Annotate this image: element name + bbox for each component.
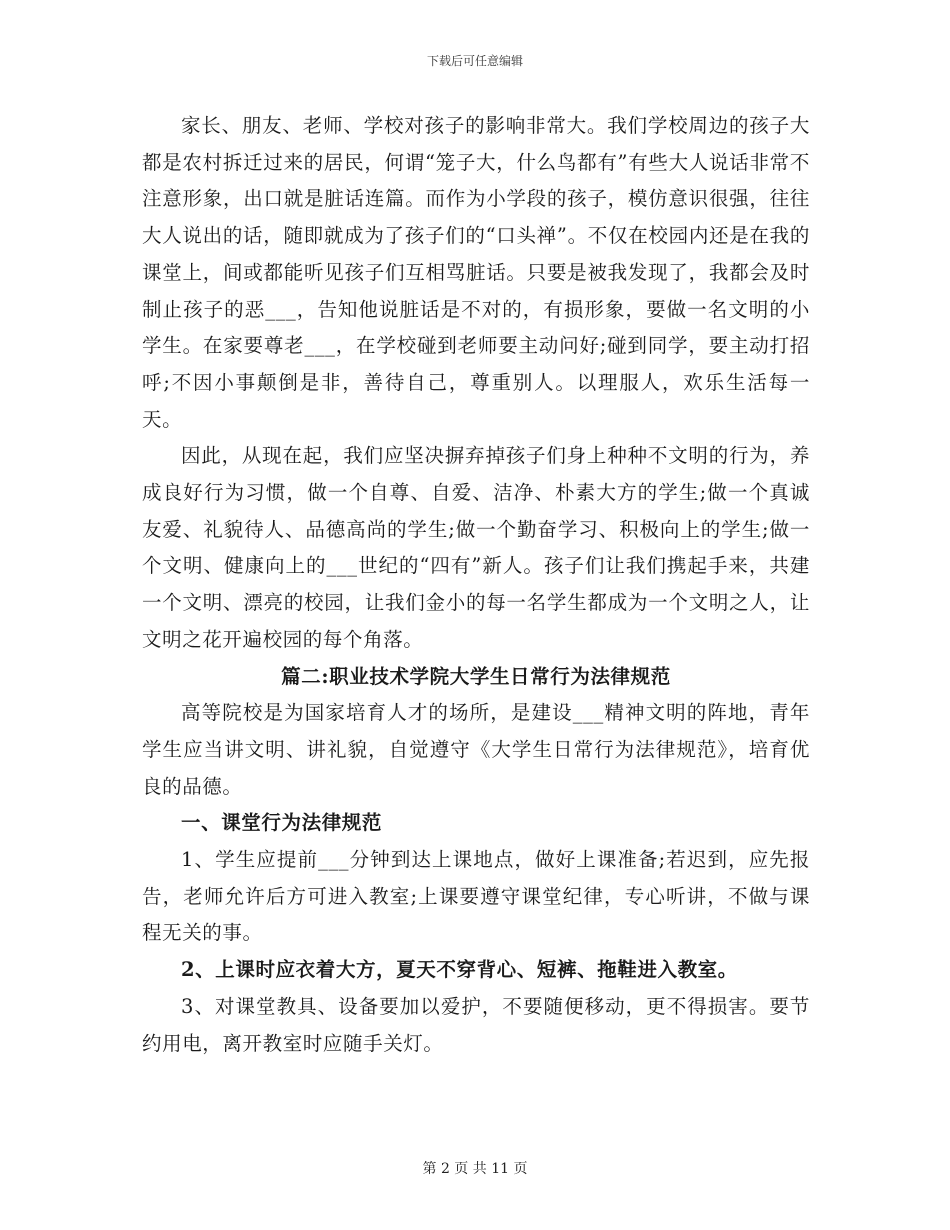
list-item-3: 3、对课堂教具、设备要加以爱护，不要随便移动，更不得损害。要节约用电，离开教室时应随手关灯。: [142, 994, 810, 1055]
sub-heading: 一、课堂行为法律规范: [181, 811, 383, 835]
list-item-1: 1、学生应提前___分钟到达上课地点，做好上课准备;若迟到，应先报告，老师允许后方可进入教室;上课要遵守课堂纪律，专心听讲，不做与课程无关的事。: [142, 848, 810, 945]
section-title: 篇二:职业技术学院大学生日常行为法律规范: [281, 664, 671, 688]
document-body: [142, 108, 810, 1062]
page-header: 下载后可任意编辑: [426, 54, 523, 68]
paragraph-1: 家长、朋友、老师、学校对孩子的影响非常大。我们学校周边的孩子大都是农村拆迁过来的居民，何谓“笼子大，什么鸟都有”有些大人说话非常不注意形象，出口就是脏话连篇。而作为小学段的孩子，模仿意识很强，往往大人说出的话，随即就成为了孩子们的“口头禅”。不仅在校园内还是在我的课堂上，间或都能听见孩子们互相骂脏话。只要是被我发现了，我都会及时制止孩子的恶___，告知他说脏话是不对的，有损形象，要做一名文明的小学生。在家要尊老___，在学校碰到老师要主动问好;碰到同学，要主动打招呼;不因小事颠倒是非，善待自己，尊重别人。以理服人，欢乐生活每一天。: [142, 114, 810, 431]
paragraph-3: 高等院校是为国家培育人才的场所，是建设___精神文明的阵地，青年学生应当讲文明、讲礼貌，自觉遵守《大学生日常行为法律规范》，培育优良的品德。: [142, 701, 810, 798]
page-footer: 第 2 页 共 11 页: [422, 1161, 528, 1177]
list-item-2: 2、上课时应衣着大方，夏天不穿背心、短裤、拖鞋进入教室。: [181, 958, 738, 982]
paragraph-2: 因此，从现在起，我们应坚决摒弃掉孩子们身上种种不文明的行为，养成良好行为习惯，做一个自尊、自爱、洁净、朴素大方的学生;做一个真诚友爱、礼貌待人、品德高尚的学生;做一个勤奋学习、积极向上的学生;做一个文明、健康向上的___世纪的“四有”新人。孩子们让我们携起手来，共建一个文明、漂亮的校园，让我们金小的每一名学生都成为一个文明之人，让文明之花开遍校园的每个角落。: [142, 444, 810, 651]
